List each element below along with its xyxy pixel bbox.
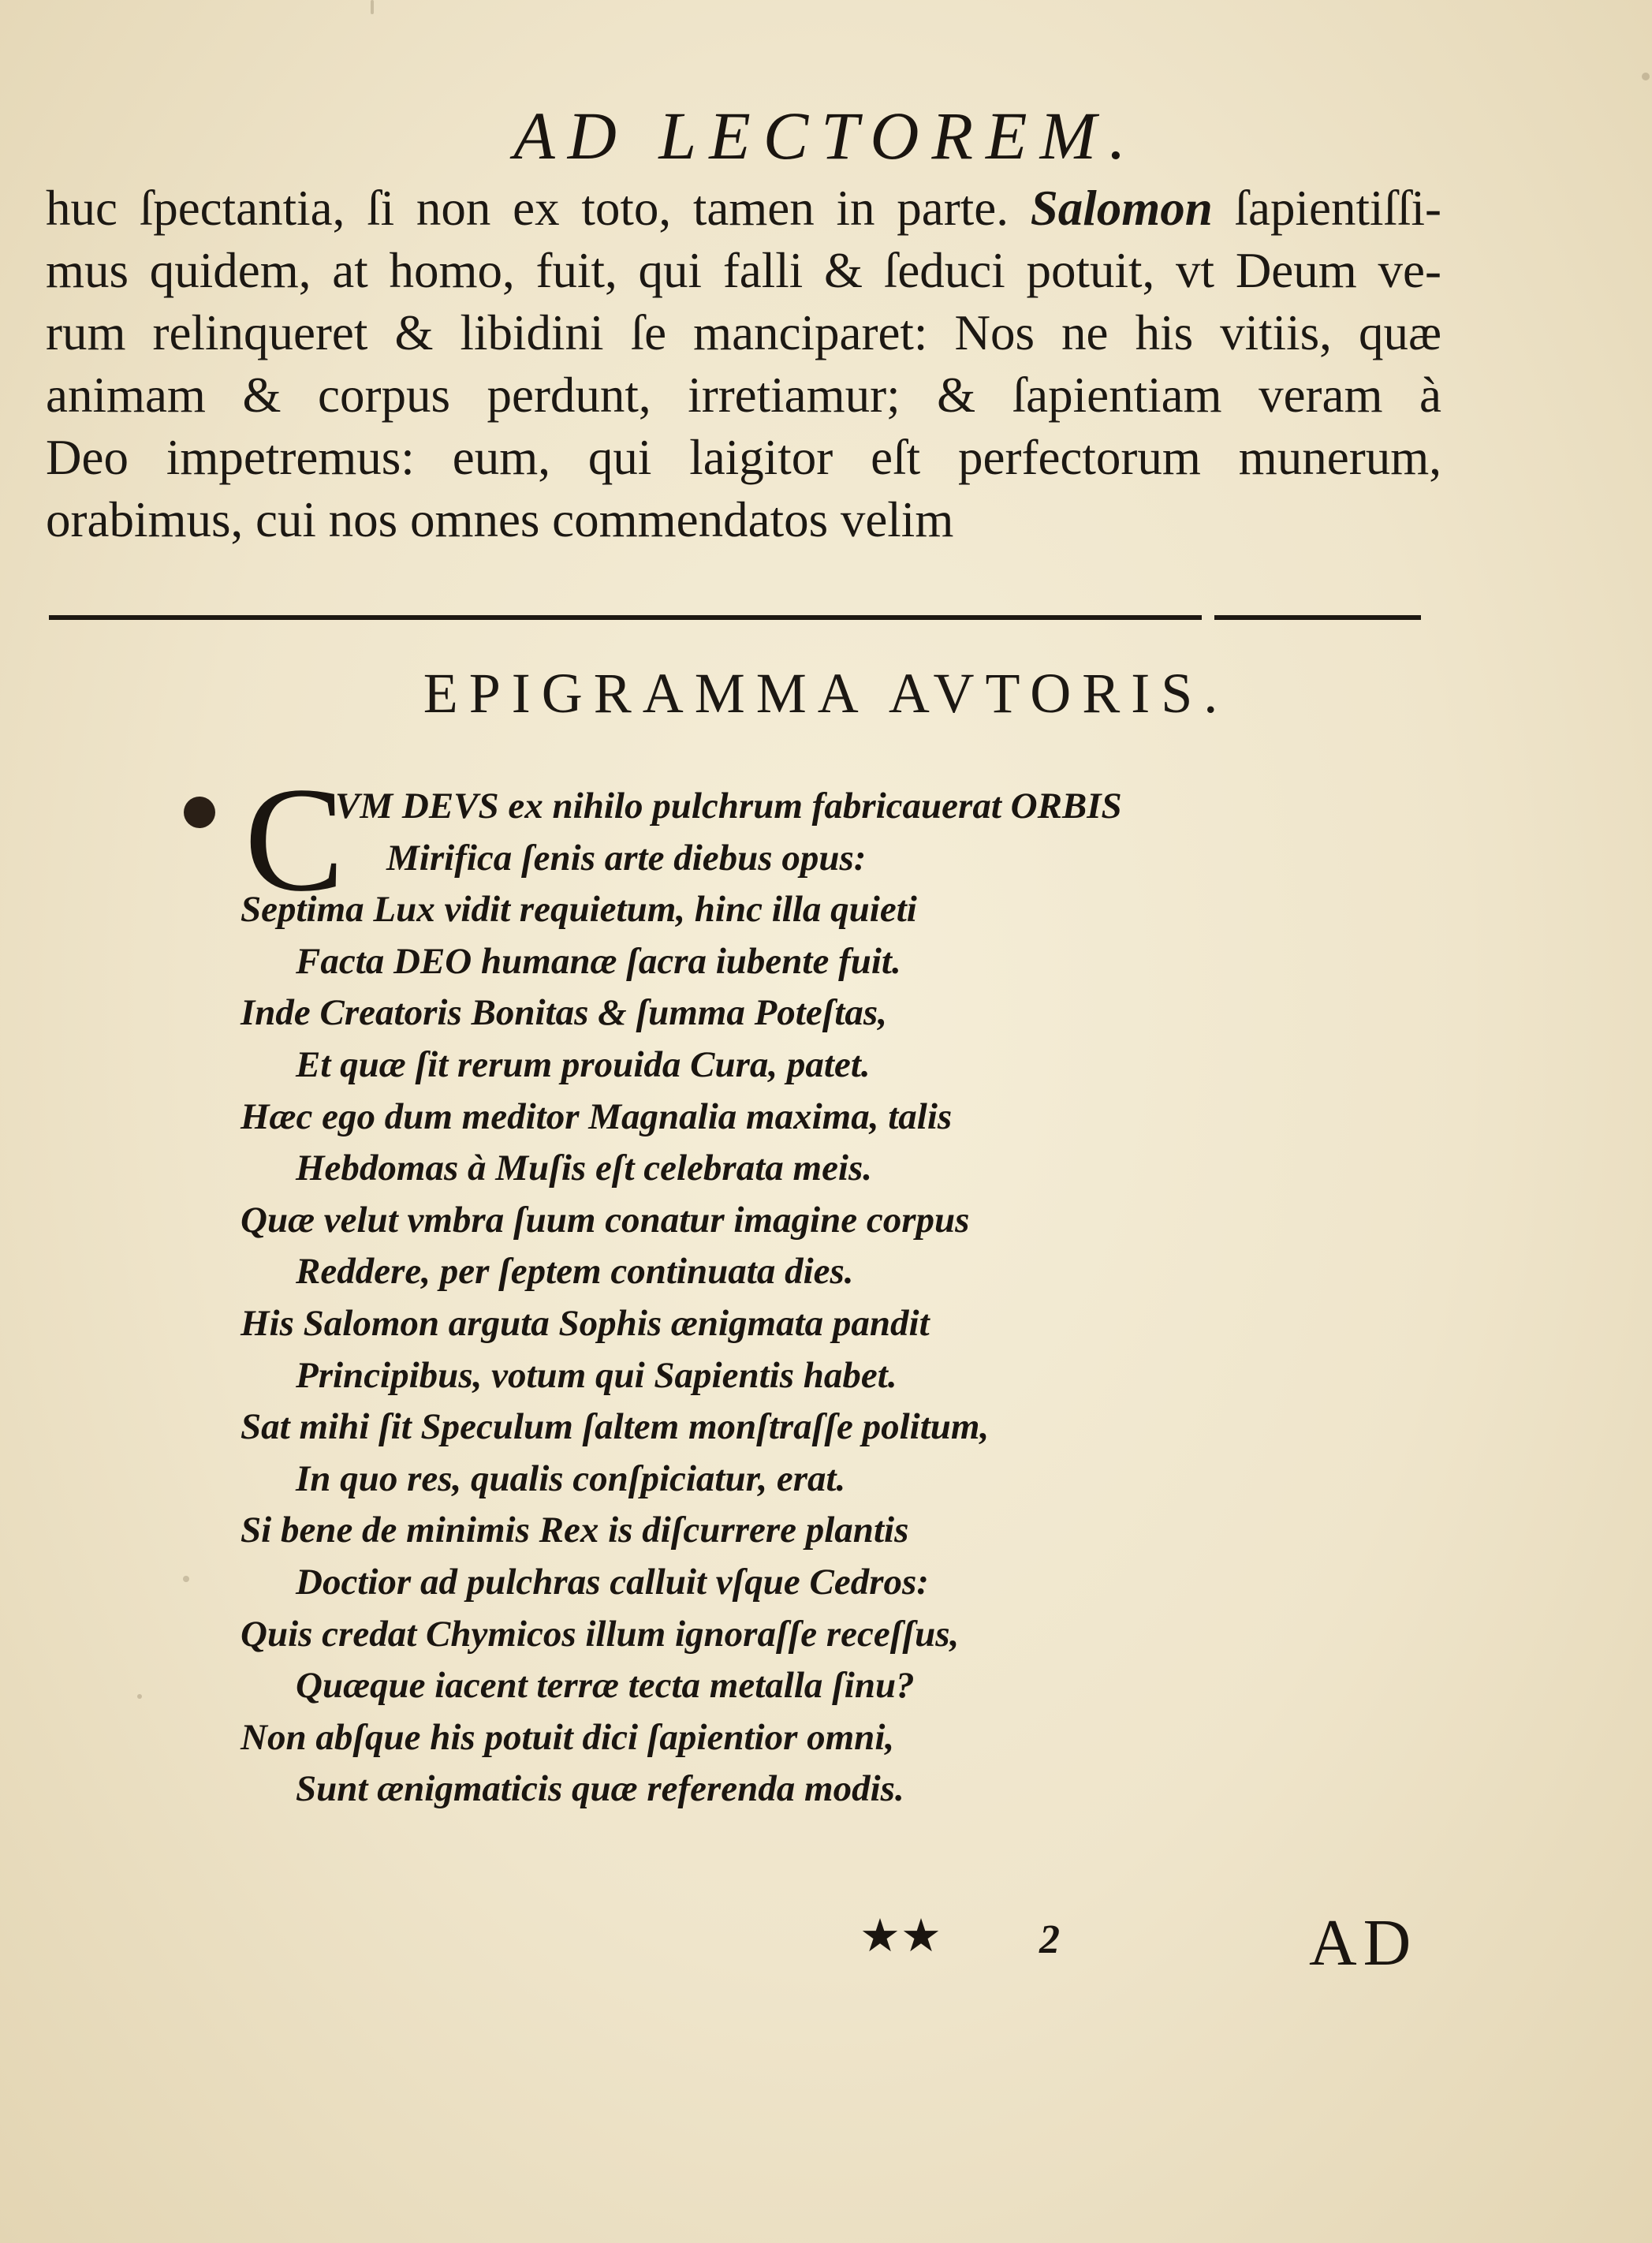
paper-blemish <box>183 1576 189 1582</box>
poem-line: His Salomon arguta Sophis ænigmata pandit <box>241 1302 930 1344</box>
poem-line: Facta DEO humanæ ſacra iubente fuit. <box>296 940 901 982</box>
poem-line: Hæc ego dum meditor Magnalia maxima, talis <box>241 1095 953 1137</box>
poem-line: Quis credat Chymicos illum ignoraſſe receſſus, <box>241 1613 960 1655</box>
drop-cap: C <box>244 757 345 923</box>
prose-line <box>46 177 1441 240</box>
signature-mark: 2 <box>1039 1917 1060 1962</box>
section-title: EPIGRAMMA AVTORIS. <box>423 662 1229 725</box>
poem-line: VM DEVS ex nihilo pulchrum fabricauerat ORBIS <box>335 786 1122 827</box>
poem-line: In quo res, qualis conſpiciatur, erat. <box>296 1457 846 1499</box>
running-head: AD LECTOREM. <box>513 98 1139 174</box>
poem-line: Sat mihi ſit Speculum ſaltem monſtraſſe politum, <box>241 1406 990 1448</box>
prose-line: animam & corpus perdunt, irretiamur; & ſapientiam veram à <box>46 368 1441 423</box>
poem-line: Reddere, per ſeptem continuata dies. <box>296 1251 854 1293</box>
poem-line: Quæque iacent terræ tecta metalla ſinu? <box>296 1665 915 1707</box>
epigram-poem <box>241 757 1439 1816</box>
prose-text: huc ſpectantia, ſi non ex toto, tamen in parte. <box>46 181 1031 236</box>
section-rule <box>1214 615 1421 620</box>
paper-blemish <box>137 1694 142 1699</box>
paper-blemish <box>371 0 374 14</box>
poem-line: Inde Creatoris Bonitas & ſumma Poteſtas, <box>241 992 887 1034</box>
poem-line: Septima Lux vidit requietum, hinc illa quieti <box>241 889 917 931</box>
prose-line: orabimus, cui nos omnes commendatos velim <box>46 492 954 547</box>
poem-line: Principibus, votum qui Sapientis habet. <box>296 1354 897 1396</box>
prose-paragraph <box>46 177 1441 551</box>
poem-line: Et quæ ſit rerum prouida Cura, patet. <box>296 1043 871 1085</box>
prose-text: ſapientiſſi- <box>1212 181 1441 236</box>
poem-line: Non abſque his potuit dici ſapientior omni, <box>241 1716 895 1758</box>
poem-line: Quæ velut vmbra ſuum conatur imagine corpus <box>241 1199 970 1241</box>
poem-line: Mirifica ſenis arte diebus opus: <box>386 837 867 879</box>
ornament-dot-icon <box>184 797 215 828</box>
catchword: AD <box>1309 1906 1418 1980</box>
section-rule <box>49 615 1202 620</box>
prose-line: mus quidem, at homo, fuit, qui falli & ſeduci potuit, vt Deum ve- <box>46 243 1441 298</box>
paper-blemish <box>1642 73 1650 80</box>
poem-line: Hebdomas à Muſis eſt celebrata meis. <box>296 1148 873 1189</box>
prose-name-salomon: Salomon <box>1030 181 1213 236</box>
poem-line: Sunt ænigmaticis quæ referenda modis. <box>296 1768 904 1810</box>
poem-line: Doctior ad pulchras calluit vſque Cedros: <box>296 1561 929 1603</box>
poem-line: Si bene de minimis Rex is diſcurrere plantis <box>241 1510 909 1551</box>
prose-line: rum relinqueret & libidini ſe manciparet: Nos ne his vitiis, quæ <box>46 305 1441 360</box>
signature-stars-icon: ★★ <box>860 1910 942 1961</box>
prose-line: Deo impetremus: eum, qui laigitor eſt perfectorum munerum, <box>46 430 1441 485</box>
